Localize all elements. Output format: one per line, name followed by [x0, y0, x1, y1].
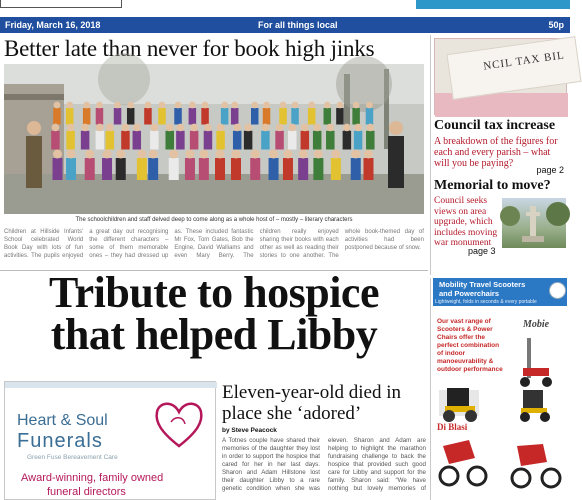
child-figure [176, 131, 185, 150]
main-headline-line1: Tribute to hospice [49, 268, 379, 317]
child-figure [331, 158, 341, 180]
child-figure [363, 158, 373, 180]
child-figure [279, 108, 287, 125]
child-head [190, 124, 198, 132]
heart-logo-icon [151, 396, 207, 452]
child-figure [326, 131, 335, 150]
child-figure [81, 131, 90, 150]
lead-photo[interactable] [4, 64, 424, 214]
advert-copy: Our vast range of Scooters & Power Chairs offer the perfect combination of indoor manoeuvrability & outdoor performance [437, 318, 503, 373]
child-figure [66, 131, 75, 150]
council-tax-headline[interactable]: Council tax increase [434, 118, 556, 133]
child-head [145, 102, 152, 109]
child-head [313, 124, 321, 132]
child-figure [301, 131, 310, 150]
child-head [262, 124, 270, 132]
child-head [202, 102, 209, 109]
child-head [177, 124, 185, 132]
masthead-right-bar [416, 0, 570, 9]
advert-brand-diblasi: Di Blasi [437, 422, 468, 432]
child-figure [275, 131, 284, 150]
child-head [122, 124, 130, 132]
child-head [251, 102, 258, 109]
child-figure [190, 131, 199, 150]
child-head [185, 150, 194, 159]
child-head [364, 150, 373, 159]
child-head [353, 102, 360, 109]
funeral-brand-line2: Funerals [17, 430, 103, 452]
child-figure [106, 131, 115, 150]
child-head [269, 150, 278, 159]
child-figure [366, 108, 374, 125]
child-figure [308, 108, 316, 125]
child-head [116, 150, 125, 159]
child-figure [269, 158, 279, 180]
main-headline-line2: that helped Libby [50, 310, 378, 359]
child-figure [324, 108, 332, 125]
child-head [133, 124, 141, 132]
cover-price: 50p [548, 20, 564, 30]
child-head [301, 124, 309, 132]
child-head [66, 102, 73, 109]
child-head [85, 150, 94, 159]
child-head [159, 102, 166, 109]
memorial-page-ref[interactable]: page 3 [468, 246, 496, 256]
child-head [326, 124, 334, 132]
child-head [263, 102, 270, 109]
child-figure [169, 158, 179, 180]
child-figure [354, 131, 363, 150]
funeral-tagline: Green Fuse Bereavement Care [27, 454, 118, 461]
child-figure [116, 158, 126, 180]
child-head [137, 150, 146, 159]
photo-caption: The schoolchildren and staff delved deep to come along as a whole host of – mostly – literary characters [75, 217, 353, 223]
child-figure [288, 131, 297, 150]
child-head [366, 124, 374, 132]
child-head [114, 102, 121, 109]
child-figure [263, 108, 271, 125]
child-head [299, 150, 308, 159]
lead-body-text: Children at Hillside Infants' School celebrated World Book Day with lots of fun activities. The pupils enjoyed a great day out recognising the different characters – some of them memorable ones – they had dressed up as. These included fantastic Mr Fox, Tom Gates, Bob the Engine, David Walliams and even Mary Berry. The children really enjoyed sharing their books with each other as well as reading their stories to one another. The whole book-themed day of activities had been postponed because of snow. [4, 229, 424, 259]
story-headline[interactable]: Eleven-year-old died in place she ‘adored’ [222, 382, 401, 424]
child-head [231, 102, 238, 109]
child-head [175, 102, 182, 109]
story-byline: by Steve Peacock [222, 427, 277, 434]
child-figure [251, 108, 258, 125]
child-figure [114, 108, 122, 125]
child-head [231, 150, 240, 159]
child-figure [174, 108, 182, 125]
child-figure [96, 108, 104, 125]
memorial-headline[interactable]: Memorial to move? [434, 178, 551, 193]
child-figure [298, 158, 308, 180]
child-head [52, 124, 60, 132]
child-head [149, 150, 158, 159]
child-figure [96, 131, 105, 150]
child-head [217, 124, 225, 132]
council-tax-standfirst: A breakdown of the figures for each and every parish – what will you be paying? [434, 136, 558, 169]
adult-figure [26, 136, 42, 188]
child-figure [343, 131, 352, 150]
funeral-advert[interactable] [4, 381, 216, 500]
child-figure [137, 158, 147, 180]
child-head [127, 102, 134, 109]
child-figure [53, 158, 63, 180]
child-figure [121, 131, 130, 150]
child-figure [158, 108, 166, 125]
adult-head [389, 121, 403, 135]
child-figure [366, 131, 375, 150]
advert-subtitle: Lightweight, folds in seconds & every portable [435, 299, 537, 305]
child-head [337, 102, 344, 109]
child-head [96, 124, 104, 132]
child-head [221, 102, 228, 109]
child-head [67, 150, 76, 159]
child-figure [231, 158, 241, 180]
child-head [81, 124, 89, 132]
story-body-text: A Totnes couple have shared their memories of the daughter they lost in order to support the hospice that cared for her in her last days. Sharon and Adam Hillstone lost their daughter Libby to a rare genetic condition when she was eleven. Sharon and Adam are helping to highlight the marathon fundraising challenge to back the hospice that provided such good care for Libby and support for the family. Sharon said: “We have nothing but lovely memories of [222, 437, 426, 492]
child-head [292, 102, 299, 109]
child-head [280, 102, 287, 109]
child-head [324, 102, 331, 109]
school-group-photo-illustration [4, 64, 424, 214]
child-head [106, 124, 114, 132]
child-figure [313, 131, 322, 150]
masthead-left-box [0, 0, 122, 8]
child-figure [199, 158, 209, 180]
paper-tagline: For all things local [258, 20, 338, 30]
child-figure [66, 108, 74, 125]
tax-bill-text: NCIL TAX BIL [482, 49, 566, 73]
child-figure [83, 108, 91, 125]
child-figure [185, 158, 195, 180]
child-figure [244, 131, 253, 150]
advert-logo-icon [549, 282, 566, 299]
issue-date: Friday, March 16, 2018 [5, 20, 101, 30]
child-head [151, 124, 159, 132]
advert-title-line2: and Powerchairs [439, 289, 500, 298]
memorial-standfirst: Council seeks views on area upgrade, which includes moving war monument [434, 196, 498, 248]
child-head [204, 124, 212, 132]
child-figure [221, 108, 229, 125]
child-figure [313, 158, 323, 180]
child-head [276, 124, 284, 132]
child-head [166, 124, 174, 132]
child-figure [215, 158, 225, 180]
child-figure [51, 131, 60, 150]
child-head [283, 150, 292, 159]
lead-headline[interactable]: Better late than never for book high jinks [4, 36, 375, 61]
child-head [366, 102, 373, 109]
child-figure [201, 108, 209, 125]
child-head [314, 150, 323, 159]
funeral-brand-line1: Heart & Soul [17, 412, 108, 429]
mobility-advert[interactable] [430, 278, 570, 500]
advert-top-strip [5, 382, 217, 388]
child-head [233, 124, 241, 132]
child-figure [336, 108, 344, 125]
child-figure [351, 158, 361, 180]
child-figure [165, 131, 174, 150]
child-head [189, 102, 196, 109]
child-head [288, 124, 296, 132]
child-head [199, 150, 208, 159]
memorial-illustration [502, 198, 566, 248]
child-figure [261, 131, 270, 150]
child-head [351, 150, 360, 159]
child-head [169, 150, 178, 159]
child-figure [133, 131, 142, 150]
child-figure [216, 131, 225, 150]
child-figure [189, 108, 197, 125]
child-head [83, 102, 90, 109]
child-figure [66, 158, 76, 180]
child-figure [127, 108, 135, 125]
child-head [343, 124, 351, 132]
funeral-award-line1: Award-winning, family owned [21, 472, 164, 484]
council-tax-image[interactable] [434, 38, 567, 115]
child-head [216, 150, 225, 159]
child-figure [231, 108, 239, 125]
child-figure [53, 108, 61, 125]
child-head [53, 150, 62, 159]
child-head [331, 150, 340, 159]
masthead-remnant [0, 0, 570, 14]
child-head [103, 150, 112, 159]
council-tax-page-ref[interactable]: page 2 [536, 165, 564, 175]
scooter-illustrations [431, 278, 571, 500]
child-figure [283, 158, 293, 180]
child-figure [102, 158, 112, 180]
child-head [54, 102, 61, 109]
child-head [244, 124, 252, 132]
child-figure [204, 131, 213, 150]
adult-head [27, 121, 41, 135]
main-headline[interactable] [0, 268, 428, 359]
child-head [354, 124, 362, 132]
child-head [308, 102, 315, 109]
child-figure [85, 158, 95, 180]
advert-brand-mobie: Mobie [523, 319, 550, 330]
child-head [67, 124, 75, 132]
war-memorial-photo[interactable] [502, 198, 566, 248]
child-figure [233, 131, 242, 150]
child-figure [148, 158, 158, 180]
funeral-award-line2: funeral directors [47, 486, 126, 498]
child-head [96, 102, 103, 109]
advert-title-line1: Mobility Travel Scooters [439, 280, 526, 289]
child-figure [150, 131, 159, 150]
child-figure [352, 108, 360, 125]
adult-figure [388, 136, 404, 188]
child-figure [291, 108, 299, 125]
dateline-bar [0, 17, 570, 33]
child-head [251, 150, 260, 159]
child-figure [144, 108, 152, 125]
child-figure [250, 158, 260, 180]
